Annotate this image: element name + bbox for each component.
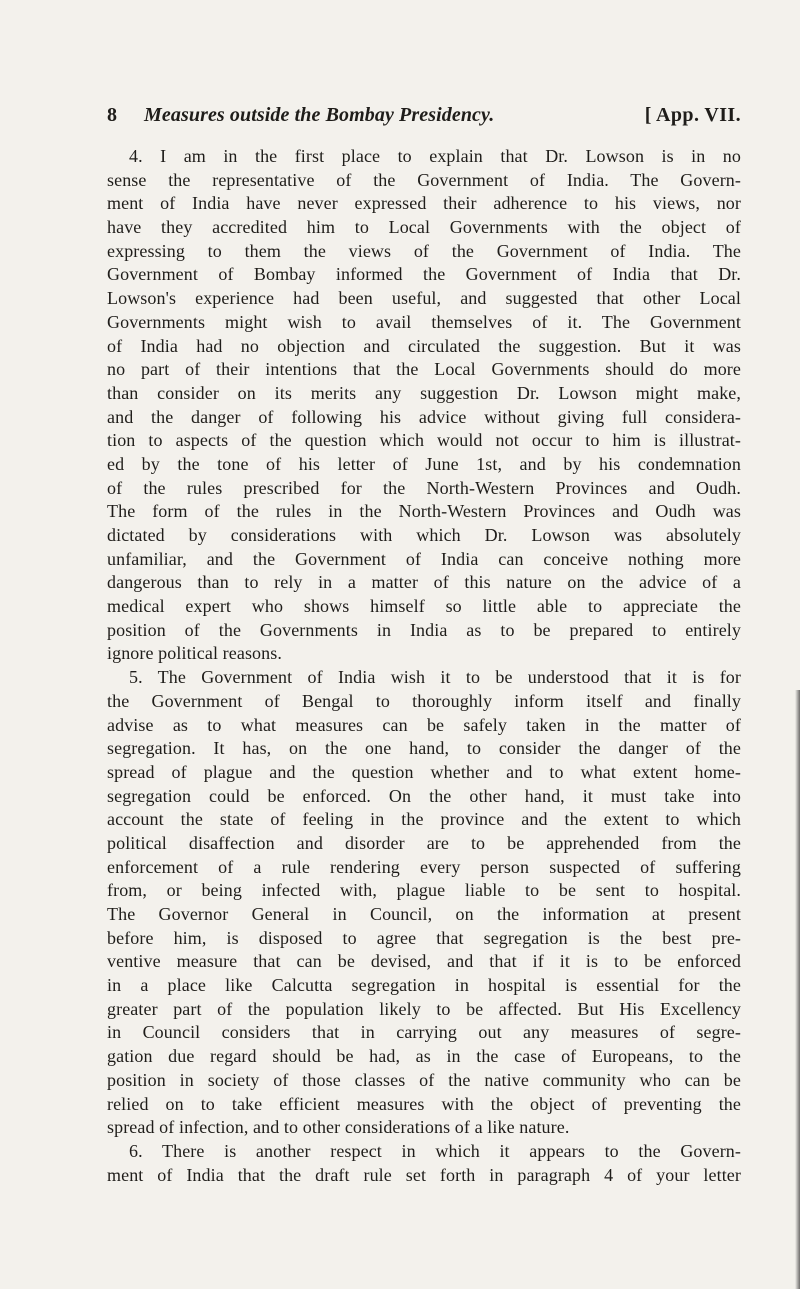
- text-line: sense the representative of the Government of India. The Govern-: [107, 169, 741, 190]
- page-header: [107, 104, 741, 138]
- text-line: political disaffection and disorder are to be apprehended from the: [107, 832, 741, 853]
- text-line: no part of their intentions that the Local Governments should do more: [107, 359, 741, 380]
- text-line: 6. There is another respect in which it appears to the Govern-: [129, 1140, 741, 1161]
- text-line: ignore political reasons.: [107, 643, 282, 664]
- text-line: Governments might wish to avail themselves of it. The Government: [107, 311, 741, 332]
- text-line: position of the Governments in India as to be prepared to entirely: [107, 619, 741, 640]
- text-line: gation due regard should be had, as in the case of Europeans, to the: [107, 1046, 741, 1067]
- text-line: segregation. It has, on the one hand, to consider the danger of the: [107, 738, 741, 759]
- text-line: in a place like Calcutta segregation in hospital is essential for the: [107, 975, 741, 996]
- text-line: ment of India that the draft rule set forth in paragraph 4 of your letter: [107, 1164, 741, 1185]
- text-line: 4. I am in the first place to explain that Dr. Lowson is in no: [129, 146, 741, 166]
- text-line: in Council considers that in carrying out any measures of segre-: [107, 1022, 741, 1043]
- text-line: expressing to them the views of the Government of India. The: [107, 240, 741, 261]
- text-line: ventive measure that can be devised, and that if it is to be enforced: [107, 951, 741, 972]
- text-line: greater part of the population likely to be affected. But His Excellency: [107, 998, 741, 1019]
- section-reference: [ App. VII.: [644, 104, 741, 126]
- text-line: spread of infection, and to other considerations of a like nature.: [107, 1117, 570, 1138]
- running-title: Measures outside the Bombay Presidency.: [144, 104, 495, 126]
- text-line: before him, is disposed to agree that segregation is the best pre-: [107, 927, 741, 948]
- text-line: from, or being infected with, plague liable to be sent to hospital.: [107, 880, 741, 901]
- text-line: The form of the rules in the North-Western Provinces and Oudh was: [107, 501, 741, 522]
- page-number: 8: [107, 104, 117, 126]
- text-line: segregation could be enforced. On the other hand, it must take into: [107, 785, 741, 806]
- text-line: position in society of those classes of the native community who can be: [107, 1069, 741, 1090]
- text-line: the Government of Bengal to thoroughly inform itself and finally: [107, 690, 741, 711]
- text-line: relied on to take efficient measures with the object of preventing the: [107, 1093, 741, 1114]
- text-line: advise as to what measures can be safely taken in the matter of: [107, 714, 741, 735]
- text-line: ment of India have never expressed their adherence to his views, nor: [107, 193, 741, 214]
- text-line: spread of plague and the question whether and to what extent home-: [107, 761, 741, 782]
- text-line: have they accredited him to Local Governments with the object of: [107, 217, 741, 238]
- text-line: medical expert who shows himself so little able to appreciate the: [107, 596, 741, 617]
- text-line: of the rules prescribed for the North-Western Provinces and Oudh.: [107, 477, 741, 498]
- page-edge-shadow: [795, 690, 800, 1289]
- text-line: and the danger of following his advice without giving full considera-: [107, 406, 741, 427]
- text-line: enforcement of a rule rendering every person suspected of suffering: [107, 856, 741, 877]
- text-line: unfamiliar, and the Government of India can conceive nothing more: [107, 548, 741, 569]
- text-line: 5. The Government of India wish it to be understood that it is for: [129, 667, 741, 688]
- text-line: ed by the tone of his letter of June 1st, and by his condemnation: [107, 453, 741, 474]
- text-line: tion to aspects of the question which would not occur to him is illustrat-: [107, 430, 741, 451]
- body-text: [107, 145, 741, 1187]
- text-line: account the state of feeling in the province and the extent to which: [107, 809, 741, 830]
- text-line: than consider on its merits any suggestion Dr. Lowson might make,: [107, 382, 741, 403]
- text-line: Government of Bombay informed the Government of India that Dr.: [107, 264, 741, 285]
- text-line: dangerous than to rely in a matter of this nature on the advice of a: [107, 572, 741, 593]
- text-line: dictated by considerations with which Dr. Lowson was absolutely: [107, 525, 741, 545]
- text-line: The Governor General in Council, on the information at present: [107, 904, 741, 924]
- text-line: of India had no objection and circulated the suggestion. But it was: [107, 335, 741, 356]
- text-line: Lowson's experience had been useful, and suggested that other Local: [107, 288, 741, 309]
